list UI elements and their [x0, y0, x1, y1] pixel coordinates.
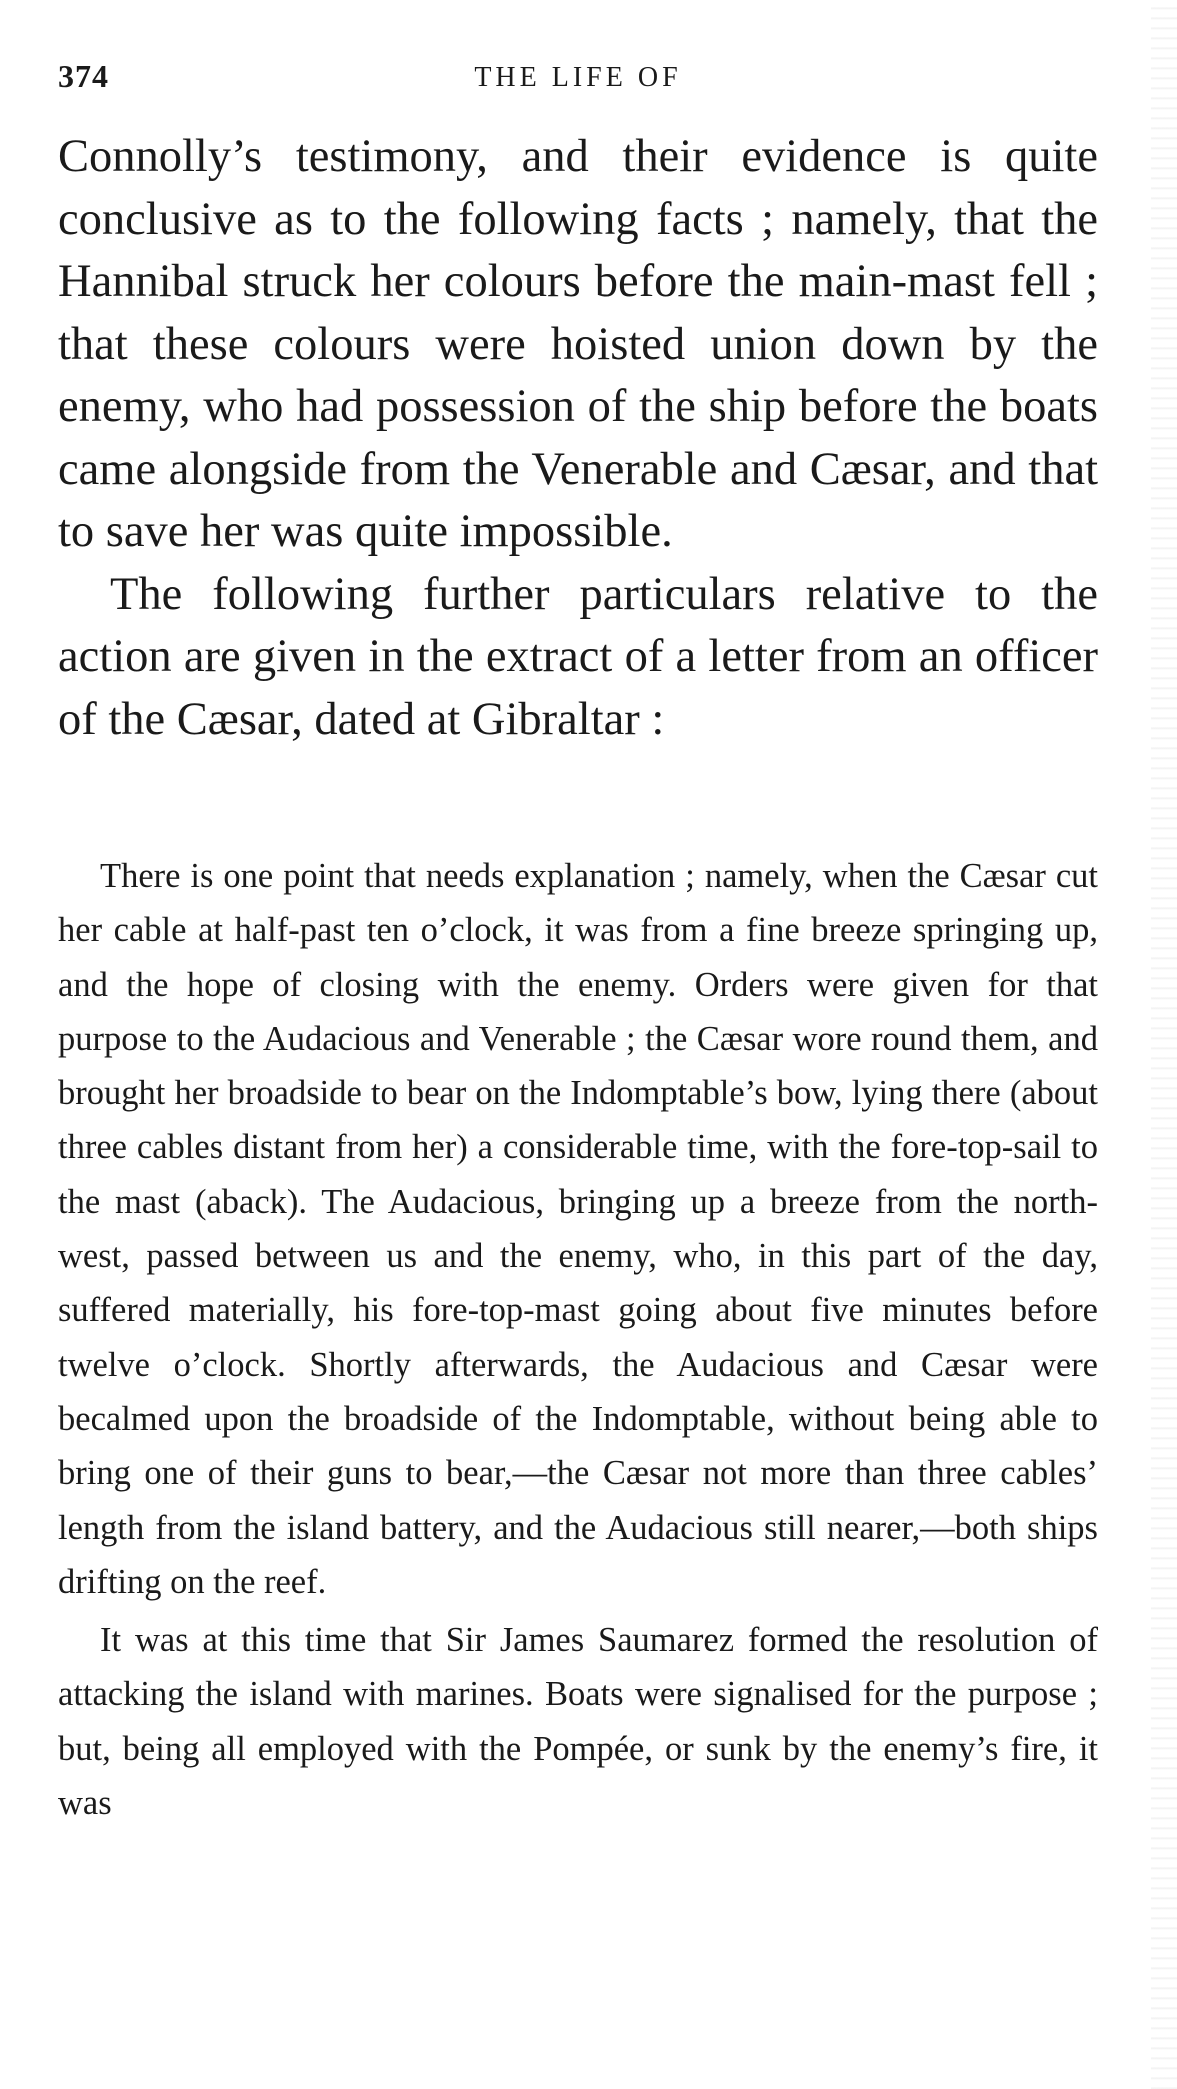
- page-header: [58, 58, 1098, 102]
- page-number: 374: [58, 58, 109, 94]
- letter-extract: [58, 849, 1098, 1830]
- extract-paragraph-2: It was at this time that Sir James Saumarez formed the resolution of attacking the island with marines. Boats were signalised for the purpose ; but, being all employed with the Pompée, or sunk by the enemy’s fire, it was: [58, 1621, 1098, 1823]
- running-title: THE LIFE OF: [474, 62, 682, 93]
- extract-paragraph-1: There is one point that needs explanation ; namely, when the Cæsar cut her cable at half-past ten o’clock, it was from a fine breeze springing up, and the hope of closing with the enemy. Orders were given for that purpose to the Audacious and Venerable ; the Cæsar wore round them, and brought her broadside to bear on the Indomptable’s bow, lying there (about three cables distant from her) a considerable time, with the fore-top-sail to the mast (aback). The Audacious, bringing up a breeze from the north-west, passed between us and the enemy, who, in this part of the day, suffered materially, his fore-top-mast going about five minutes before twelve o’clock. Shortly afterwards, the Audacious and Cæsar were becalmed upon the broadside of the Indomptable, without being able to bring one of their guns to bear,—the Cæsar not more than three cables’ length from the island battery, and the Audacious still nearer,—both ships drifting on the reef.: [58, 857, 1098, 1601]
- page-edge-shading: [1151, 0, 1177, 2089]
- body-paragraph-2: The following further particulars relative to the action are given in the extract of a letter from an officer of the Cæsar, dated at Gibraltar :: [58, 568, 1098, 745]
- body-paragraph-1: Connolly’s testimony, and their evidence is quite conclusive as to the following facts ; namely, that the Hannibal struck her colours before the main-mast fell ; that these colours were hoisted union down by the enemy, who had possession of the ship before the boats came alongside from the Venerable and Cæsar, and that to save her was quite impossible.: [58, 131, 1098, 557]
- main-text: [58, 126, 1098, 751]
